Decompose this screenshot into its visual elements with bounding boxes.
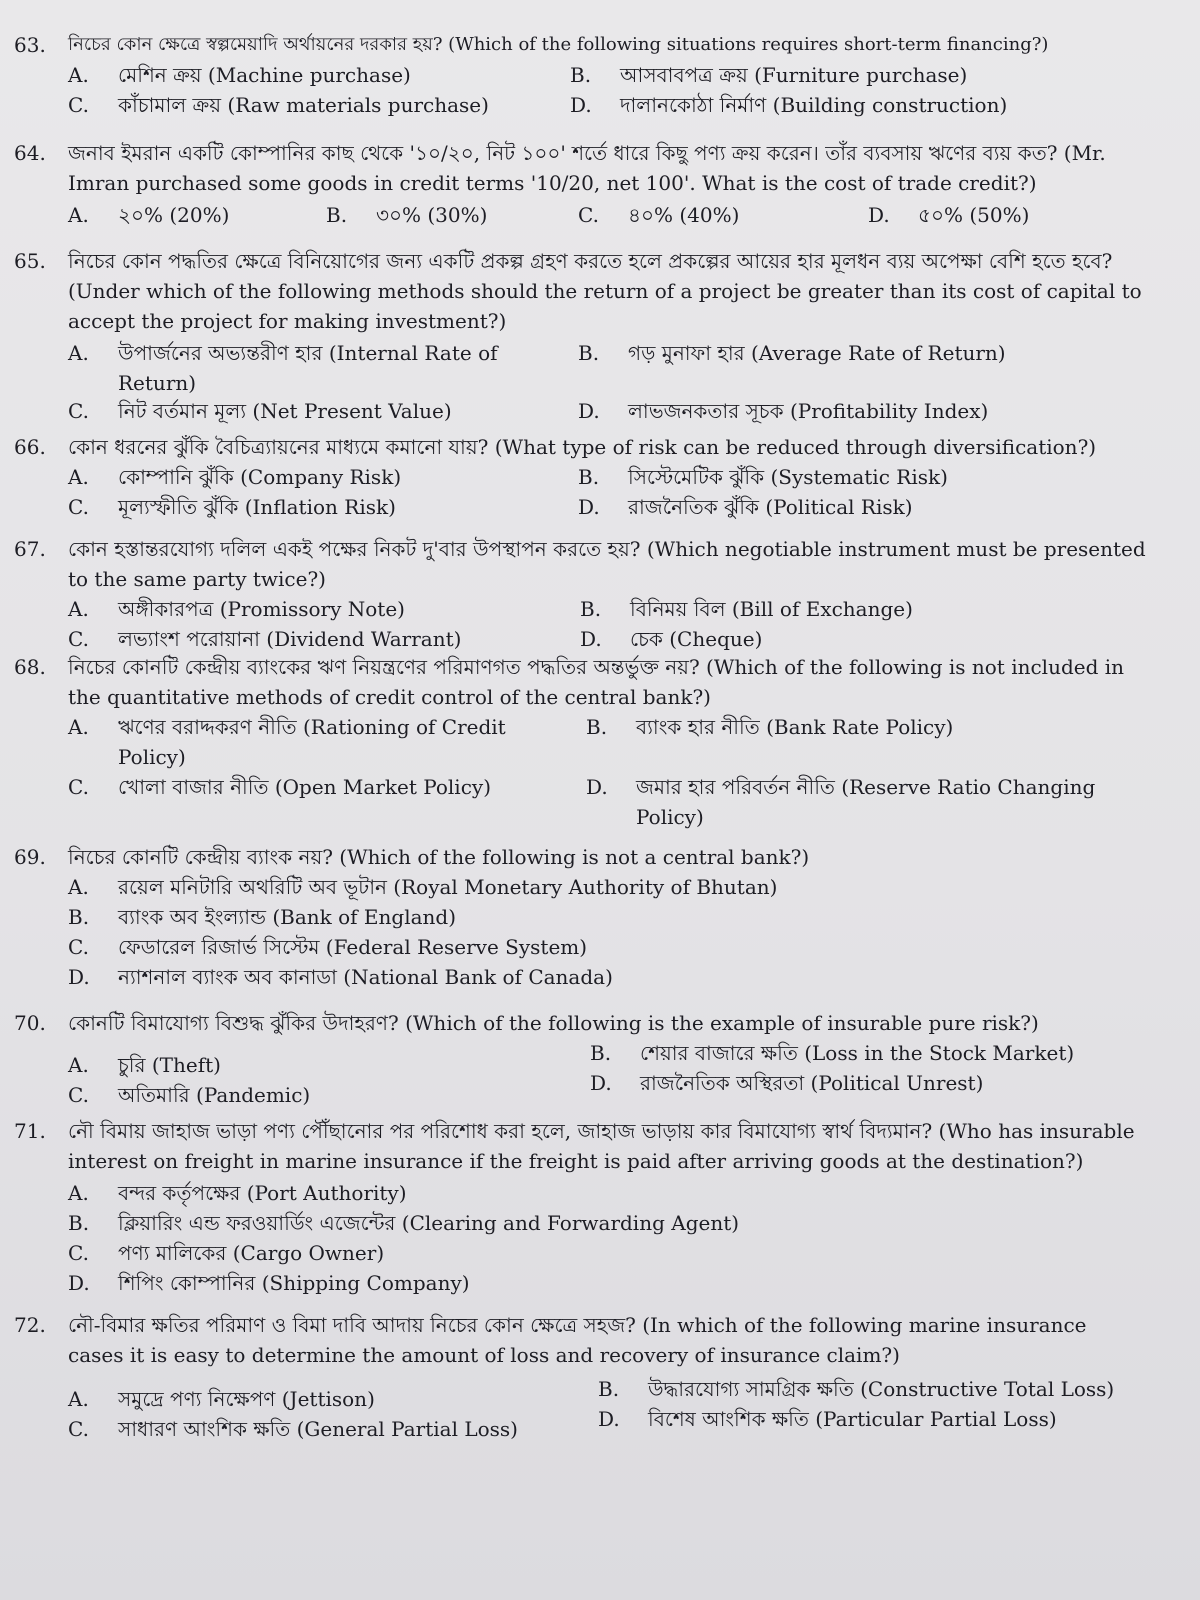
question-number: 68. xyxy=(14,655,46,679)
option-a: A. ২০% (20%) xyxy=(68,203,230,227)
option-b: B. আসবাবপত্র ক্রয় (Furniture purchase) xyxy=(570,63,968,87)
option-a: A. সমুদ্রে পণ্য নিক্ষেপণ (Jettison) xyxy=(68,1387,375,1411)
option-b: B. ব্যাংক হার নীতি (Bank Rate Policy) xyxy=(586,715,954,739)
option-a: A. উপার্জনের অভ্যন্তরীণ হার (Internal Rate of Return) xyxy=(68,341,498,395)
question-70 xyxy=(0,1008,1200,1107)
question-68 xyxy=(0,652,1200,832)
question-66 xyxy=(0,432,1200,522)
question-text: নিচের কোনটি কেন্দ্রীয় ব্যাংক নয়? (Which of the following is not a central bank?) xyxy=(68,845,810,869)
question-69 xyxy=(0,842,1200,992)
question-number: 67. xyxy=(14,537,46,561)
option-d: D. শিপিং কোম্পানির (Shipping Company) xyxy=(68,1271,470,1295)
option-d: D. চেক (Cheque) xyxy=(580,627,763,651)
question-number: 70. xyxy=(14,1011,46,1035)
option-a: A. কোম্পানি ঝুঁকি (Company Risk) xyxy=(68,465,402,489)
question-text: নিচের কোন পদ্ধতির ক্ষেত্রে বিনিয়োগের জন্য একটি প্রকল্প গ্রহণ করতে হলে প্রকল্পের আয়ের হার মূলধন ব্যয় অপেক্ষা বেশি হতে হবে? (Under which of the following methods should the return of a project be greater than its cost of capital to accept the project for making investment?) xyxy=(68,249,1142,333)
option-c: C. লভ্যাংশ পরোয়ানা (Dividend Warrant) xyxy=(68,627,462,651)
option-c: C. মূল্যস্ফীতি ঝুঁকি (Inflation Risk) xyxy=(68,495,396,519)
option-c: C. পণ্য মালিকের (Cargo Owner) xyxy=(68,1241,385,1265)
question-71 xyxy=(0,1116,1200,1300)
question-number: 64. xyxy=(14,141,46,165)
option-c: C. খোলা বাজার নীতি (Open Market Policy) xyxy=(68,775,492,799)
option-b: B. গড় মুনাফা হার (Average Rate of Return) xyxy=(578,341,1006,365)
option-c: C. ফেডারেল রিজার্ভ সিস্টেম (Federal Reserve System) xyxy=(68,935,588,959)
question-text: কোন ধরনের ঝুঁকি বৈচিত্র্যায়নের মাধ্যমে কমানো যায়? (What type of risk can be reduced through diversification?) xyxy=(68,435,1097,459)
question-text: নৌ-বিমার ক্ষতির পরিমাণ ও বিমা দাবি আদায় নিচের কোন ক্ষেত্রে সহজ? (In which of the following marine insurance cases it is easy to determine the amount of loss and recovery of insurance claim?) xyxy=(68,1313,1087,1367)
option-c: C. সাধারণ আংশিক ক্ষতি (General Partial Loss) xyxy=(68,1417,518,1441)
option-d: D. ৫০% (50%) xyxy=(868,203,1030,227)
question-65 xyxy=(0,246,1200,426)
question-text: কোন হস্তান্তরযোগ্য দলিল একই পক্ষের নিকট দু'বার উপস্থাপন করতে হয়? (Which negotiable instrument must be presented to the same party twice?) xyxy=(68,537,1146,591)
question-text: নিচের কোন ক্ষেত্রে স্বল্পমেয়াদি অর্থায়নের দরকার হয়? (Which of the following situations requires short-term financing?) xyxy=(68,34,1049,55)
option-d: D. রাজনৈতিক ঝুঁকি (Political Risk) xyxy=(578,495,913,519)
question-number: 69. xyxy=(14,845,46,869)
question-text: কোনটি বিমাযোগ্য বিশুদ্ধ ঝুঁকির উদাহরণ? (Which of the following is the example of insurable pure risk?) xyxy=(68,1011,1039,1035)
option-d: D. জমার হার পরিবর্তন নীতি (Reserve Ratio Changing Policy) xyxy=(586,775,1096,829)
option-d: D. দালানকোঠা নির্মাণ (Building construction) xyxy=(570,93,1008,117)
option-a: A. বন্দর কর্তৃপক্ষের (Port Authority) xyxy=(68,1181,407,1205)
question-number: 71. xyxy=(14,1119,46,1143)
question-number: 72. xyxy=(14,1313,46,1337)
option-d: D. লাভজনকতার সূচক (Profitability Index) xyxy=(578,399,989,423)
option-c: C. কাঁচামাল ক্রয় (Raw materials purchase) xyxy=(68,93,489,117)
option-b: B. ব্যাংক অব ইংল্যান্ড (Bank of England) xyxy=(68,905,457,929)
option-b: B. শেয়ার বাজারে ক্ষতি (Loss in the Stock Market) xyxy=(590,1041,1075,1065)
question-72 xyxy=(0,1310,1200,1440)
option-c: C. ৪০% (40%) xyxy=(578,203,740,227)
option-d: D. ন্যাশনাল ব্যাংক অব কানাডা (National Bank of Canada) xyxy=(68,965,613,989)
question-63 xyxy=(0,30,1200,122)
option-a: A. মেশিন ক্রয় (Machine purchase) xyxy=(68,63,411,87)
option-d: D. বিশেষ আংশিক ক্ষতি (Particular Partial Loss) xyxy=(598,1407,1057,1431)
option-b: B. ৩০% (30%) xyxy=(326,203,488,227)
option-b: B. উদ্ধারযোগ্য সামগ্রিক ক্ষতি (Constructive Total Loss) xyxy=(598,1377,1115,1401)
option-b: B. ক্লিয়ারিং এন্ড ফরওয়ার্ডিং এজেন্টের (Clearing and Forwarding Agent) xyxy=(68,1211,740,1235)
option-a: A. অঙ্গীকারপত্র (Promissory Note) xyxy=(68,597,405,621)
option-a: A. রয়েল মনিটারি অথরিটি অব ভূটান (Royal Monetary Authority of Bhutan) xyxy=(68,875,778,899)
option-c: C. নিট বর্তমান মূল্য (Net Present Value) xyxy=(68,399,452,423)
question-number: 65. xyxy=(14,249,46,273)
question-64 xyxy=(0,138,1200,230)
question-number: 63. xyxy=(14,33,46,57)
option-c: C. অতিমারি (Pandemic) xyxy=(68,1083,311,1107)
option-a: A. ঋণের বরাদ্দকরণ নীতি (Rationing of Credit Policy) xyxy=(68,715,506,769)
question-text: নৌ বিমায় জাহাজ ভাড়া পণ্য পৌঁছানোর পর পরিশোধ করা হলে, জাহাজ ভাড়ায় কার বিমাযোগ্য স্বার্থ বিদ্যমান? (Who has insurable interest on freight in marine insurance if the freight is paid after arriving goods at the destination?) xyxy=(68,1119,1135,1173)
question-text: নিচের কোনটি কেন্দ্রীয় ব্যাংকের ঋণ নিয়ন্ত্রণের পরিমাণগত পদ্ধতির অন্তর্ভুক্ত নয়? (Which of the following is not included in the quantitative methods of credit control of the central bank?) xyxy=(68,655,1125,709)
question-text: জনাব ইমরান একটি কোম্পানির কাছ থেকে '১০/২০, নিট ১০০' শর্তে ধারে কিছু পণ্য ক্রয় করেন। তাঁর ব্যবসায় ঋণের ব্যয় কত? (Mr. Imran purchased some goods in credit terms '10/20, net 100'. What is the cost of trade credit?) xyxy=(68,141,1106,195)
question-number: 66. xyxy=(14,435,46,459)
option-a: A. চুরি (Theft) xyxy=(68,1053,221,1077)
option-d: D. রাজনৈতিক অস্থিরতা (Political Unrest) xyxy=(590,1071,984,1095)
option-b: B. সিস্টেমেটিক ঝুঁকি (Systematic Risk) xyxy=(578,465,948,489)
option-b: B. বিনিময় বিল (Bill of Exchange) xyxy=(580,597,913,621)
question-67 xyxy=(0,534,1200,654)
